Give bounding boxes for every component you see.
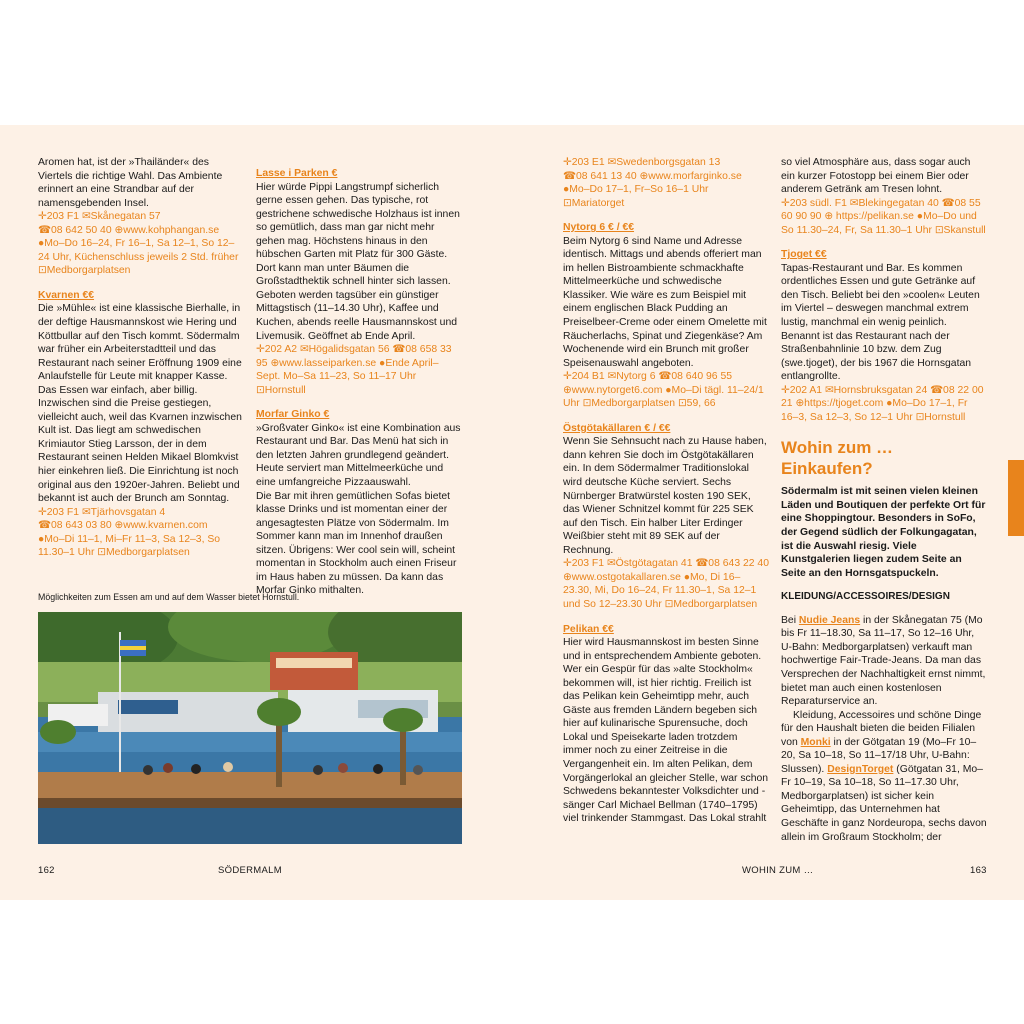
- restaurant-heading: Östgötakällaren € / €€: [563, 422, 671, 434]
- info-line: ✛202 A1 ✉Hornsbruksgatan 24 ☎08 22 00 21 ⊕https://tjoget.com ●Mo–Do 17–1, Fr 16–3, Sa 12–3, So 12–1 Uhr ⊡Hornstull: [781, 384, 984, 423]
- info-line: ✛203 F1 ✉Skånegatan 57: [38, 211, 161, 223]
- harbor-photo-illustration: [38, 612, 462, 844]
- text-paragraph: Södermalm ist mit seinen vielen kleinen Läden und Boutiquen der perfekte Ort für eine Shoppingtour. Besonders in SoFo, der Gegend südlich der Folkungagatan, ist die Auswahl riesig. Viele Kunstgalerien liegen zudem Seite an Seite an den Hornsgatspuckeln.: [781, 486, 986, 579]
- text-paragraph: so viel Atmosphäre aus, dass sogar auch ein kurzer Fotostopp bei einem Bier oder anderem Getränk am Tresen lohnt.: [781, 157, 971, 196]
- text-paragraph: KLEIDUNG/ACCESSOIRES/DESIGN: [781, 591, 950, 603]
- text-paragraph: Hier würde Pippi Langstrumpf sicherlich gerne essen gehen. Das typische, rot gestrichene schwedische Holzhaus ist innen so gemütlich, dass man gar nicht mehr gehen mag. Höchstens hinaus in den hübschen Garten mit Platz für 300 Gäste. Dort kann man unter Bäumen die Großstadthektik schnell hinter sich lassen. Geboten werden tagsüber ein günstiger Mittagstisch (11–14.30 Uhr), Kaffee und Kuchen, abends reelle Hausmannskost und Livemusik. Geöffnet ab Ende April.: [256, 181, 460, 342]
- info-line: ✛203 F1 ✉Tjärhovsgatan 4: [38, 506, 166, 518]
- restaurant-heading: Morfar Ginko €: [256, 409, 330, 421]
- info-line: ✛203 südl. F1 ✉Blekingegatan 40 ☎08 55 60 90 90 ⊕ https://pelikan.se ●Mo–Do und So 11.30–24, Fr, Sa 11.30–1 Uhr ⊡Skanstull: [781, 197, 986, 236]
- section-heading: Wohin zum … Einkaufen?: [781, 438, 894, 479]
- shop-text: in der Skånegatan 75 (Mo bis Fr 11–18.30, Sa 11–17, So 12–16 Uhr, U-Bahn: Medborgarplatsen) verkauft man hochwertige Fair-Trade-Jeans. Da man das Versprechen der Nachhaltigkeit ernst nimmt, bietet man auch einen kostenlosen Reparaturservice an.: [781, 614, 986, 708]
- restaurant-heading: Tjoget €€: [781, 249, 827, 261]
- running-head-left: SÖDERMALM: [218, 865, 282, 876]
- column-4: [781, 156, 987, 844]
- restaurant-heading: Pelikan €€: [563, 623, 614, 635]
- text-paragraph: Die Bar mit ihren gemütlichen Sofas bietet klasse Drinks und ist momentan einer der angesagtesten Plätze von Södermalm. Im Sommer kann man im Innenhof draußen sitzen. Übrigens: Wer cool sein will, scheint momentan in Stockholm auch einen Friseur im Haus haben zu müssen. Da kann das Morfar Ginko mithalten.: [256, 490, 457, 597]
- shop-text: in der Götgatan 19 (Mo–Fr 10–20, Sa 10–18, So 11–17/18 Uhr, U-Bahn: Slussen).: [781, 736, 977, 775]
- info-line: ✛203 E1 ✉Swedenborgsgatan 13: [563, 157, 721, 168]
- info-line: ☎08 643 03 80 ⊕www.kvarnen.com: [38, 520, 208, 532]
- text-paragraph: »Großvater Ginko« ist eine Kombination aus Restaurant und Bar. Das Menü hat sich in den letzten Jahren grundlegend geändert. Heute serviert man Mittelmeerküche und eine umfangreiche Pizzaauswahl.: [256, 422, 461, 489]
- shop-link-monki[interactable]: Monki: [800, 736, 831, 748]
- shop-link-designtorget[interactable]: DesignTorget: [827, 763, 894, 775]
- text-paragraph: Aromen hat, ist der »Thailänder« des Viertels die richtige Wahl. Das Ambiente erinnert an eine Strandbar auf der namensgebenden Insel.: [38, 157, 223, 209]
- info-line: ✛203 F1 ✉Östgötagatan 41 ☎08 643 22 40 ⊕www.ostgotakallaren.se ●Mo, Di 16–23.30, Mi, Do 16–24, Fr 11.30–1, Sa 12–1 und So 12–23.30 Uhr ⊡Medborgarplatsen: [563, 558, 769, 610]
- text-paragraph: Tapas-Restaurant und Bar. Es kommen ordentliches Essen und gute Getränke auf den Tisch. Beliebt bei den »coolen« Leuten im Viertel – deswegen manchmal extrem lustig, manchmal ein wenig peinlich. Benannt ist das Restaurant nach der Straßenbahnlinie 10 bzw. dem Zug (swe.tjoget), der bis 1967 die Hornsgatan entlangrollte.: [781, 262, 980, 383]
- shop-paragraph-1: [781, 614, 987, 709]
- harbor-photo: [38, 612, 462, 844]
- info-line: ●Mo–Do 17–1, Fr–So 16–1 Uhr ⊡Mariatorget: [563, 184, 709, 209]
- text-paragraph: Hier wird Hausmannskost im besten Sinne und in entsprechendem Ambiente geboten. Wer ein Gespür für das »alte Stockholm« bekommen will, ist hier richtig. Freilich ist das Pelikan kein Geheimtipp mehr, auch Gäste aus fremden Ländern begeben sich hier auf kulinarische Spurensuche, doch Lokal und Speisekarte laden trotzdem immer noch zu einer Zeitreise in die Vergangenheit ein. Im alten Pelikan, dem Vorgängerlokal an gleicher Stelle, war schon Schwedens bekanntester Volksdichter und -sänger Carl Michael Bellman (1740–1795) viel trinkender Stammgast. Das Lokal strahlt: [563, 637, 769, 825]
- info-line: ☎08 642 50 40 ⊕www.kohphangan.se: [38, 224, 220, 236]
- column-1: [38, 156, 244, 560]
- restaurant-heading: Nytorg 6 € / €€: [563, 222, 635, 234]
- page-number-right: 163: [970, 865, 987, 876]
- column-3: [563, 156, 769, 826]
- info-line: ●Mo–Do 16–24, Fr 16–1, Sa 12–1, So 12–24 Uhr, Küchenschluss jeweils 2 Std. früher ⊡Medborgarplatsen: [38, 238, 239, 277]
- restaurant-heading: Lasse i Parken €: [256, 168, 338, 179]
- column-2: [256, 156, 462, 598]
- info-line: ✛202 A2 ✉Högalidsgatan 56 ☎08 658 33 95 ⊕www.lasseiparken.se ●Ende April–Sept. Mo–Sa 11–23, So 11–17 Uhr ⊡Hornstull: [256, 344, 452, 396]
- shop-text: Bei: [781, 614, 799, 626]
- shop-link-nudie-jeans[interactable]: Nudie Jeans: [798, 614, 861, 626]
- shop-text: (Götgatan 31, Mo–Fr 10–19, Sa 10–18, So 11–17.30 Uhr, Medborgarplatsen) ist sicher kein Geheimtipp, das Unternehmen hat Geschäfte in ganz Nordeuropa, sechs davon allein im Großraum Stockholm; der: [781, 763, 987, 843]
- info-line: ●Mo–Di 11–1, Mi–Fr 11–3, Sa 12–3, So 11.30–1 Uhr ⊡Medborgarplatsen: [38, 533, 221, 559]
- column-4-list: [781, 156, 987, 604]
- page-number-left: 162: [38, 865, 55, 876]
- shop-text: Kleidung, Accessoires und schöne Dinge für den Haushalt bieten die beiden Filialen von: [781, 709, 982, 748]
- restaurant-heading: Kvarnen €€: [38, 289, 95, 301]
- info-line: ✛204 B1 ✉Nytorg 6 ☎08 640 96 55 ⊕www.nytorget6.com ●Mo–Di tägl. 11–24/1 Uhr ⊡Medborgarplatsen ⊡59, 66: [563, 371, 764, 410]
- chapter-tab: [1008, 460, 1024, 536]
- text-paragraph: Wenn Sie Sehnsucht nach zu Hause haben, dann kehren Sie doch im Östgötakällaren ein. In dem Södermalmer Traditionslokal wird deutsche Küche serviert. Sechs Nürnberger Bratwürstel kosten 190 SEK, das Wiener Schnitzel kommt für 225 SEK auf den Tisch. Ein halber Liter Erdinger Weißbier steht mit 89 SEK auf der Rechnung.: [563, 436, 767, 556]
- text-paragraph: Die »Mühle« ist eine klassische Bierhalle, in der deftige Hausmannskost wie Hering und Köttbullar auf den Tisch kommt. Södermalm war früher ein Arbeiterstadtteil und das Restaurant nach seiner Eröffnung 1909 eine Anlaufstelle für Leute mit knapper Kasse. Das Essen war einfach, aber billig. Inzwischen sind die Preise gestiegen, vielleicht auch, weil das Kvarnen inzwischen Kult ist. Das liegt am schwedischen Krimiautor Stieg Larsson, der in dem Restaurant seinen Helden Mikael Blomkvist hier einkehren ließ. Die Einrichtung ist noch original aus den 1920er-Jahren. Beliebt und bekannt ist auch der Brunch am Sonntag.: [38, 303, 242, 505]
- text-paragraph: Beim Nytorg 6 sind Name und Adresse identisch. Mittags und abends offeriert man im hellen Bistroambiente schmackhafte Mittelmeerküche und schwedische Klassiker. Wie wäre es zum Beispiel mit einem englischen Black Pudding an Preiselbeer-Creme oder einem Omelette mit Räucherlachs, Spinat und Ziegenkäse? Am Wochenende wird ein Brunch mit großer Speisenauswahl angeboten.: [563, 235, 767, 369]
- running-head-right: WOHIN ZUM …: [742, 865, 814, 876]
- photo-caption: Möglichkeiten zum Essen am und auf dem Wasser bietet Hornstull.: [38, 592, 300, 602]
- shop-paragraph-2: [781, 709, 987, 844]
- info-line: ☎08 641 13 40 ⊕www.morfarginko.se: [563, 170, 742, 182]
